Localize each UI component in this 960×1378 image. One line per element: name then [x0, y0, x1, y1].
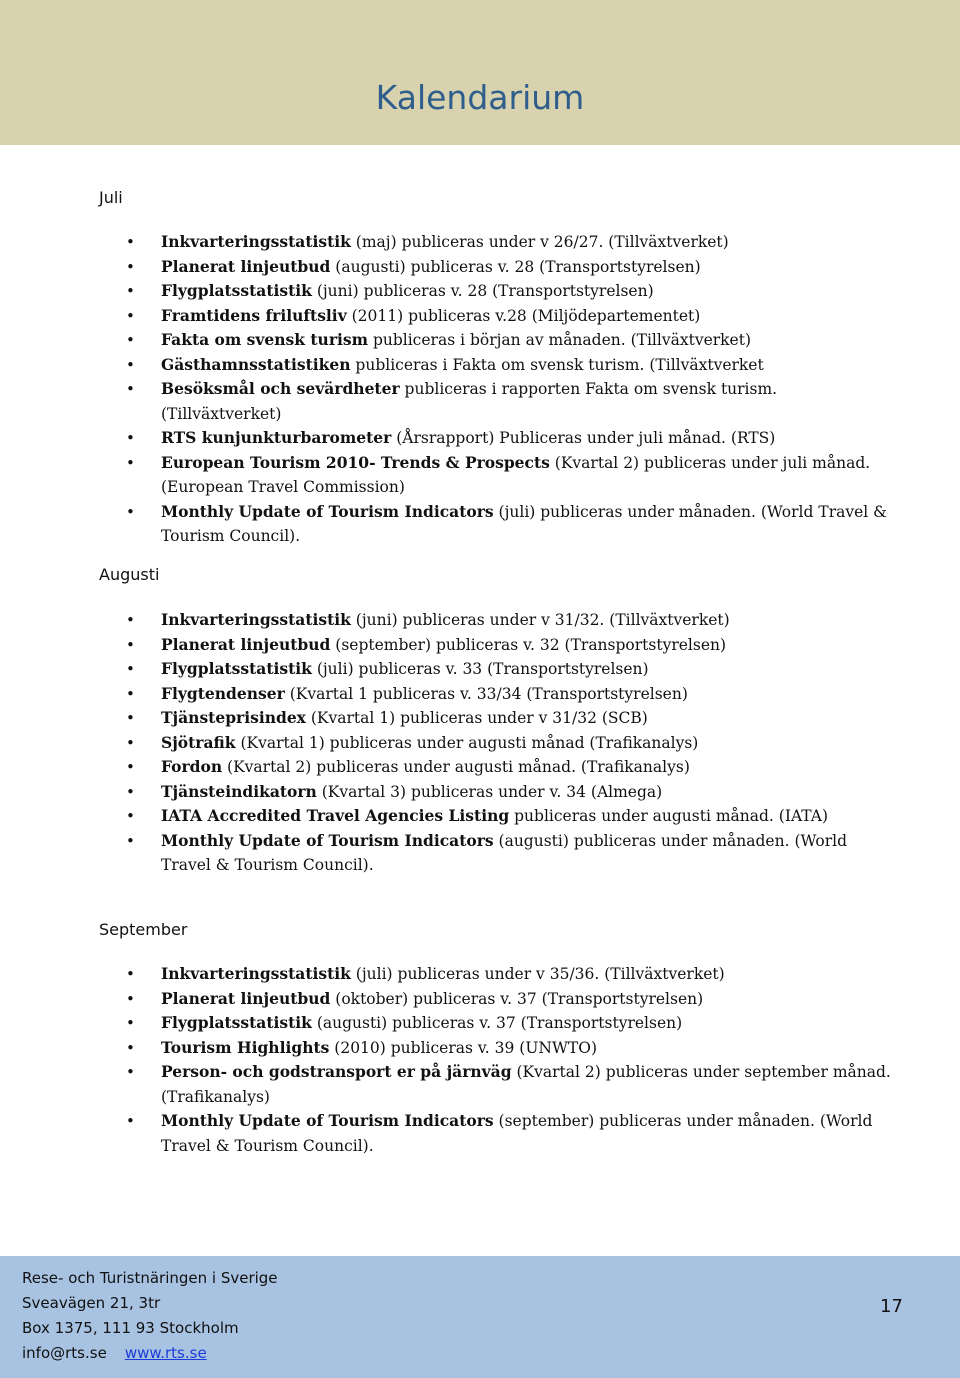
bullet-icon: •: [126, 1038, 135, 1057]
list-item: [0, 255, 900, 280]
list-item: [0, 328, 900, 353]
bullet-icon: •: [126, 453, 135, 472]
item-title: Inkvarteringsstatistik: [161, 964, 351, 983]
bullet-icon: •: [126, 257, 135, 276]
bullet-icon: •: [126, 380, 135, 398]
item-title: Monthly Update of Tourism Indicators: [161, 1111, 494, 1130]
item-title: Tjänsteindikatorn: [161, 781, 317, 801]
item-title: Flygplatsstatistik: [161, 281, 312, 300]
list-item: [0, 608, 900, 633]
list-item: [0, 353, 900, 378]
list-item: [0, 500, 900, 549]
list-item: [0, 304, 900, 329]
item-title: Fordon: [161, 757, 223, 776]
list-augusti: [0, 608, 900, 878]
item-title: Framtidens friluftsliv: [161, 305, 347, 325]
list-item: [0, 804, 900, 829]
footer-email: info@rts.se: [22, 1344, 107, 1362]
item-text: (september) publiceras v. 32 (Transportstyrelsen): [330, 635, 727, 654]
item-title: Tourism Highlights: [161, 1037, 330, 1057]
bullet-icon: •: [126, 965, 135, 983]
item-title: Planerat linjeutbud: [161, 988, 331, 1008]
list-item: [0, 230, 900, 255]
list-item: [0, 1036, 900, 1061]
section-heading-september: September: [99, 920, 188, 939]
item-text: publiceras i rapporten Fakta om svensk turism. (Tillväxtverket): [161, 380, 778, 423]
item-title: Gästhamnsstatistiken: [161, 354, 351, 374]
list-item: [0, 1109, 900, 1158]
item-title: Monthly Update of Tourism Indicators: [161, 501, 494, 521]
item-title: Besöksmål och sevärdheter: [161, 379, 400, 398]
item-title: Person- och godstransport er på järnväg: [161, 1062, 512, 1081]
item-text: (maj) publiceras under v 26/27. (Tillväxtverket): [350, 233, 729, 251]
list-item: [0, 731, 900, 756]
item-text: publiceras i början av månaden. (Tillväxtverket): [368, 331, 751, 349]
bullet-icon: •: [126, 502, 135, 521]
bullet-icon: •: [126, 306, 135, 325]
item-title: Monthly Update of Tourism Indicators: [161, 830, 494, 850]
footer-box: Box 1375, 111 93 Stockholm: [22, 1319, 239, 1337]
item-title: Flygplatsstatistik: [161, 659, 312, 678]
footer-address: [22, 1266, 278, 1366]
bullet-icon: •: [126, 758, 135, 776]
item-text: (augusti) publiceras v. 28 (Transportstyrelsen): [330, 257, 701, 276]
item-title: Flygtendenser: [161, 683, 285, 703]
item-text: (juli) publiceras under v 35/36. (Tillväxtverket): [350, 965, 725, 983]
list-item: [0, 987, 900, 1012]
item-title: Sjötrafik: [161, 732, 236, 752]
item-title: Tjänsteprisindex: [161, 708, 306, 727]
list-item: [0, 1060, 900, 1109]
footer-org: Rese- och Turistnäringen i Sverige: [22, 1269, 278, 1287]
item-text: (juni) publiceras under v 31/32. (Tillväxtverket): [350, 611, 730, 629]
item-title: Fakta om svensk turism: [161, 330, 369, 349]
list-item: [0, 1011, 900, 1036]
item-title: IATA Accredited Travel Agencies Listing: [161, 806, 510, 825]
list-item: [0, 426, 900, 451]
item-text: (Kvartal 2) publiceras under juli månad. (European Travel Commission): [161, 453, 871, 496]
item-text: (2011) publiceras v.28 (Miljödepartementet): [346, 306, 701, 325]
item-text: (2010) publiceras v. 39 (UNWTO): [329, 1038, 597, 1057]
item-text: publiceras i Fakta om svensk turism. (Tillväxtverket: [350, 355, 764, 374]
list-item: [0, 706, 900, 731]
list-september: [0, 962, 900, 1158]
bullet-icon: •: [126, 282, 135, 300]
bullet-icon: •: [126, 331, 135, 349]
bullet-icon: •: [126, 429, 135, 447]
item-text: (juni) publiceras v. 28 (Transportstyrelsen): [311, 282, 654, 300]
footer-website-link[interactable]: www.rts.se: [124, 1344, 207, 1362]
item-title: Flygplatsstatistik: [161, 1013, 312, 1032]
bullet-icon: •: [126, 989, 135, 1008]
item-title: RTS kunjunkturbarometer: [161, 428, 392, 447]
list-item: [0, 780, 900, 805]
item-text: (Kvartal 1 publiceras v. 33/34 (Transportstyrelsen): [284, 684, 688, 703]
bullet-icon: •: [126, 733, 135, 752]
item-text: (augusti) publiceras v. 37 (Transportstyrelsen): [311, 1014, 683, 1032]
item-title: European Tourism 2010- Trends & Prospects: [161, 452, 550, 472]
bullet-icon: •: [126, 233, 135, 251]
bullet-icon: •: [126, 709, 135, 727]
bullet-icon: •: [126, 355, 135, 374]
bullet-icon: •: [126, 807, 135, 825]
item-text: (juli) publiceras under månaden. (World Travel & Tourism Council).: [161, 502, 887, 545]
item-text: (juli) publiceras v. 33 (Transportstyrelsen): [311, 660, 649, 678]
page-number: 17: [880, 1296, 903, 1317]
list-item: [0, 755, 900, 780]
list-juli: [0, 230, 900, 549]
list-item: [0, 451, 900, 500]
item-text: (augusti) publiceras under månaden. (World Travel & Tourism Council).: [161, 831, 847, 874]
page-title: Kalendarium: [375, 78, 585, 117]
footer-contact: [22, 1341, 278, 1366]
item-text: (Kvartal 3) publiceras under v. 34 (Almega): [316, 782, 663, 801]
bullet-icon: •: [126, 1014, 135, 1032]
item-text: (Kvartal 1) publiceras under augusti månad (Trafikanalys): [235, 733, 699, 752]
bullet-icon: •: [126, 782, 135, 801]
item-text: (oktober) publiceras v. 37 (Transportstyrelsen): [330, 989, 704, 1008]
list-item: [0, 279, 900, 304]
bullet-icon: •: [126, 1112, 135, 1130]
item-text: (Årsrapport) Publiceras under juli månad. (RTS): [391, 429, 776, 447]
bullet-icon: •: [126, 611, 135, 629]
item-text: (Kvartal 2) publiceras under september månad. (Trafikanalys): [161, 1063, 891, 1106]
bullet-icon: •: [126, 635, 135, 654]
item-title: Inkvarteringsstatistik: [161, 610, 351, 629]
item-title: Inkvarteringsstatistik: [161, 232, 351, 251]
bullet-icon: •: [126, 831, 135, 850]
section-heading-juli: Juli: [99, 188, 123, 207]
bullet-icon: •: [126, 660, 135, 678]
list-item: [0, 377, 900, 426]
footer-street: Sveavägen 21, 3tr: [22, 1294, 161, 1312]
list-item: [0, 657, 900, 682]
list-item: [0, 829, 900, 878]
item-title: Planerat linjeutbud: [161, 634, 331, 654]
list-item: [0, 633, 900, 658]
bullet-icon: •: [126, 684, 135, 703]
item-text: (Kvartal 2) publiceras under augusti månad. (Trafikanalys): [222, 758, 690, 776]
list-item: [0, 682, 900, 707]
header-band: [0, 0, 960, 145]
item-title: Planerat linjeutbud: [161, 256, 331, 276]
list-item: [0, 962, 900, 987]
item-text: (september) publiceras under månaden. (World Travel & Tourism Council).: [161, 1112, 873, 1155]
section-heading-augusti: Augusti: [99, 565, 160, 584]
item-text: publiceras under augusti månad. (IATA): [509, 807, 829, 825]
item-text: (Kvartal 1) publiceras under v 31/32 (SCB): [305, 709, 648, 727]
bullet-icon: •: [126, 1063, 135, 1081]
